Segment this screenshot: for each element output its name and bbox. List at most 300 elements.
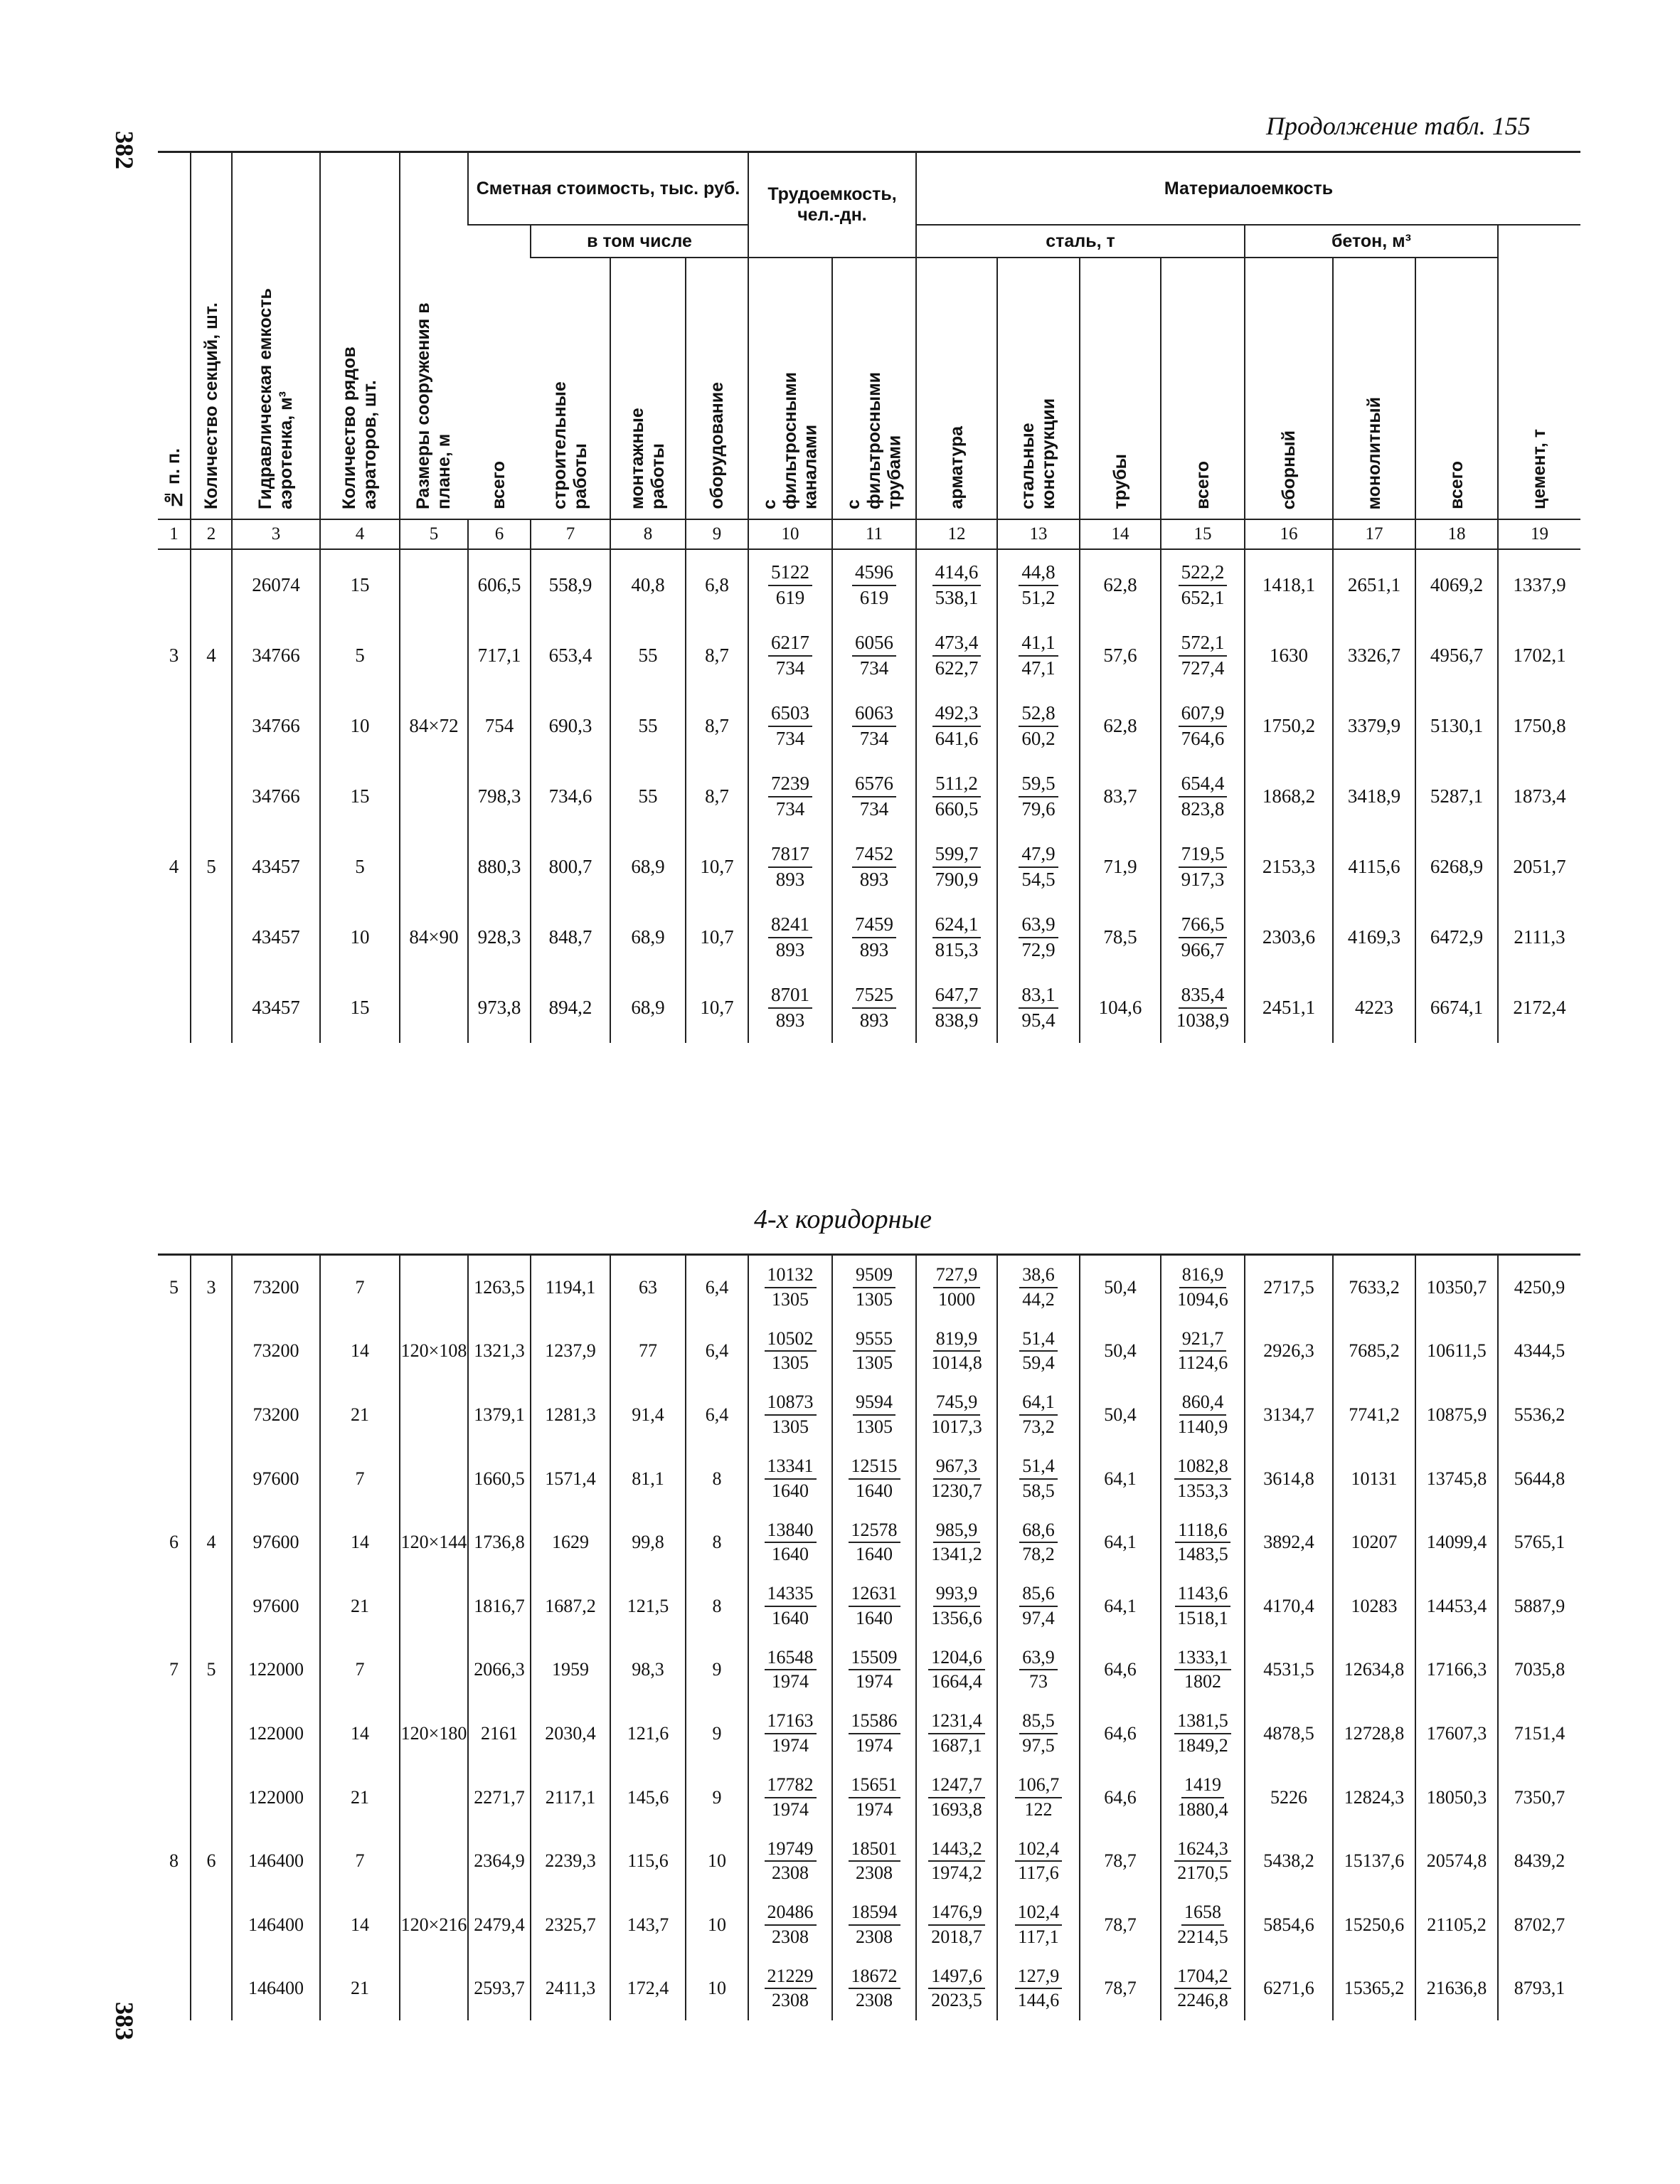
cell-steel-total xyxy=(1161,832,1245,902)
column-number: 18 xyxy=(1415,519,1498,549)
cell-labor-channels-upper: 13341 xyxy=(765,1455,817,1480)
cell-sections xyxy=(191,1766,232,1830)
cell-monolithic: 3326,7 xyxy=(1333,620,1415,691)
cell-concrete-total: 6268,9 xyxy=(1415,832,1498,902)
cell-steel-struct-upper: 59,5 xyxy=(1019,772,1058,797)
cell-steel-total xyxy=(1161,1829,1245,1893)
page-number-bottom: 383 xyxy=(110,2002,139,2040)
column-number: 15 xyxy=(1161,519,1245,549)
cell-pipes: 64,1 xyxy=(1080,1447,1161,1511)
cell-labor-pipes-upper: 18672 xyxy=(849,1965,900,1990)
cell-rows: 10 xyxy=(320,902,400,972)
column-number: 9 xyxy=(686,519,748,549)
header-cost-total: всего xyxy=(468,225,531,519)
cell-steel-struct xyxy=(997,902,1080,972)
cell-capacity: 146400 xyxy=(232,1829,320,1893)
cell-labor-channels-upper: 17163 xyxy=(765,1709,817,1734)
cell-rebar-upper: 967,3 xyxy=(933,1455,981,1480)
cell-n: 4 xyxy=(169,856,179,877)
cell-mounting: 98,3 xyxy=(610,1638,686,1702)
cell-mounting: 143,7 xyxy=(610,1893,686,1957)
cell-rebar-upper: 1497,6 xyxy=(928,1965,985,1990)
cell-labor-pipes-lower: 2308 xyxy=(856,1862,893,1884)
cell-labor-pipes xyxy=(832,832,916,902)
cell-labor-pipes-lower: 2308 xyxy=(856,1990,893,2011)
cell-concrete-total: 13745,8 xyxy=(1415,1447,1498,1511)
cell-rebar-upper: 414,6 xyxy=(932,561,982,586)
cell-construction: 2325,7 xyxy=(531,1893,610,1957)
cell-rebar-upper: 1443,2 xyxy=(928,1838,985,1862)
cell-mounting: 115,6 xyxy=(610,1829,686,1893)
cell-labor-pipes-upper: 9555 xyxy=(853,1327,895,1352)
cell-size xyxy=(400,1829,468,1893)
cell-cement: 2172,4 xyxy=(1498,972,1580,1043)
cell-sections: 6 xyxy=(191,1829,232,1893)
cell-steel-total xyxy=(1161,691,1245,761)
cell-labor-pipes-upper: 9509 xyxy=(853,1263,895,1288)
cell-capacity: 73200 xyxy=(232,1255,320,1320)
cell-sections xyxy=(191,1574,232,1638)
cell-rebar-lower: 641,6 xyxy=(935,727,979,749)
cell-steel-struct xyxy=(997,972,1080,1043)
cell-equipment: 9 xyxy=(686,1702,748,1766)
cell-steel-struct-lower: 97,5 xyxy=(1022,1734,1055,1756)
column-number: 19 xyxy=(1498,519,1580,549)
cell-mounting: 40,8 xyxy=(610,549,686,620)
cell-monolithic: 10207 xyxy=(1333,1510,1415,1574)
cell-rebar-upper: 745,9 xyxy=(933,1391,981,1416)
cell-construction: 2030,4 xyxy=(531,1702,610,1766)
column-number: 16 xyxy=(1245,519,1333,549)
header-in-that: в том числе xyxy=(531,225,748,258)
cell-steel-total-upper: 522,2 xyxy=(1179,561,1228,586)
header-sections: Количество секций, шт. xyxy=(191,152,232,520)
cell-construction: 2411,3 xyxy=(531,1957,610,2021)
cell-cost-total: 1816,7 xyxy=(468,1574,531,1638)
cell-rebar-upper: 624,1 xyxy=(932,913,982,938)
cell-steel-total-upper: 1333,1 xyxy=(1174,1646,1231,1671)
cell-labor-pipes-upper: 6576 xyxy=(852,772,896,797)
cell-n xyxy=(158,1702,191,1766)
cell-rebar-upper: 647,7 xyxy=(932,983,982,1009)
cell-labor-pipes-lower: 1305 xyxy=(856,1352,893,1374)
cell-sections xyxy=(191,691,232,761)
cell-size xyxy=(400,620,468,691)
cell-steel-struct-upper: 127,9 xyxy=(1015,1965,1063,1990)
cell-labor-pipes xyxy=(832,1383,916,1447)
cell-labor-channels-upper: 7817 xyxy=(768,842,812,868)
cell-labor-pipes-lower: 1640 xyxy=(856,1607,893,1628)
cell-capacity: 146400 xyxy=(232,1893,320,1957)
cell-cost-total: 1379,1 xyxy=(468,1383,531,1447)
cell-labor-pipes xyxy=(832,620,916,691)
cell-steel-total-lower: 2214,5 xyxy=(1177,1926,1228,1947)
cell-steel-total-lower: 2170,5 xyxy=(1177,1862,1228,1884)
cell-pipes: 104,6 xyxy=(1080,972,1161,1043)
cell-rebar-upper: 1231,4 xyxy=(928,1709,985,1734)
cell-precast: 2303,6 xyxy=(1245,902,1333,972)
cell-steel-total-lower: 823,8 xyxy=(1181,797,1225,820)
cell-mounting: 172,4 xyxy=(610,1957,686,2021)
cell-precast: 4531,5 xyxy=(1245,1638,1333,1702)
cell-concrete-total: 6674,1 xyxy=(1415,972,1498,1043)
cell-rebar-upper: 985,9 xyxy=(933,1519,981,1544)
cell-precast: 1630 xyxy=(1245,620,1333,691)
cell-labor-pipes-upper: 7452 xyxy=(852,842,896,868)
cell-labor-pipes-lower: 734 xyxy=(859,797,889,820)
cell-capacity: 122000 xyxy=(232,1702,320,1766)
cell-labor-channels-lower: 734 xyxy=(775,727,805,749)
table-row xyxy=(158,1383,1580,1447)
table-row xyxy=(158,1320,1580,1384)
cell-sections: 5 xyxy=(191,1638,232,1702)
cell-steel-struct-upper: 102,4 xyxy=(1015,1838,1063,1862)
cell-rebar xyxy=(916,902,997,972)
cell-labor-channels xyxy=(748,1957,832,2021)
cell-steel-total-lower: 1518,1 xyxy=(1177,1607,1228,1628)
table-row xyxy=(158,691,1580,761)
cell-construction: 1281,3 xyxy=(531,1383,610,1447)
cell-labor-channels-lower: 1974 xyxy=(772,1798,809,1820)
cell-capacity: 73200 xyxy=(232,1383,320,1447)
cell-monolithic: 15365,2 xyxy=(1333,1957,1415,2021)
cell-size: 120×216 xyxy=(400,1893,468,1957)
cell-steel-total xyxy=(1161,1383,1245,1447)
cell-steel-total-upper: 719,5 xyxy=(1179,842,1228,868)
cell-steel-struct-lower: 73 xyxy=(1029,1671,1048,1692)
cell-concrete-total: 10350,7 xyxy=(1415,1255,1498,1320)
table-row xyxy=(158,1510,1580,1574)
cell-cement: 5887,9 xyxy=(1498,1574,1580,1638)
cell-pipes: 64,6 xyxy=(1080,1638,1161,1702)
cell-construction: 690,3 xyxy=(531,691,610,761)
cell-cement: 1337,9 xyxy=(1498,549,1580,620)
cell-rows: 7 xyxy=(320,1447,400,1511)
cell-capacity: 43457 xyxy=(232,832,320,902)
cell-steel-total-lower: 1124,6 xyxy=(1177,1352,1228,1374)
cell-rebar-upper: 993,9 xyxy=(933,1582,981,1607)
cell-rebar xyxy=(916,1766,997,1830)
cell-construction: 2239,3 xyxy=(531,1829,610,1893)
column-number: 14 xyxy=(1080,519,1161,549)
cell-labor-pipes xyxy=(832,1638,916,1702)
cell-steel-struct-lower: 79,6 xyxy=(1021,797,1056,820)
cell-equipment: 6,4 xyxy=(686,1383,748,1447)
cell-steel-struct-lower: 58,5 xyxy=(1022,1480,1055,1501)
header-labor-pipes: с фильтросными трубами xyxy=(832,258,916,519)
cell-labor-pipes-upper: 15509 xyxy=(849,1646,900,1671)
cell-sections: 4 xyxy=(191,1510,232,1574)
cell-labor-pipes-upper: 9594 xyxy=(853,1391,895,1416)
cell-steel-struct-lower: 51,2 xyxy=(1021,586,1056,608)
cell-precast: 2153,3 xyxy=(1245,832,1333,902)
cell-construction: 558,9 xyxy=(531,549,610,620)
header-pipes: трубы xyxy=(1080,258,1161,519)
cell-concrete-total: 5130,1 xyxy=(1415,691,1498,761)
cell-steel-total-upper: 654,4 xyxy=(1179,772,1228,797)
cell-pipes: 64,6 xyxy=(1080,1766,1161,1830)
cell-precast: 1868,2 xyxy=(1245,761,1333,832)
cell-precast: 3134,7 xyxy=(1245,1383,1333,1447)
cell-steel-struct xyxy=(997,1702,1080,1766)
cell-labor-pipes-upper: 6056 xyxy=(852,631,896,657)
cell-steel-struct-lower: 144,6 xyxy=(1017,1990,1060,2011)
header-labor-channels: с фильтросными каналами xyxy=(748,258,832,519)
cell-labor-channels xyxy=(748,1638,832,1702)
cell-steel-struct xyxy=(997,1320,1080,1384)
cell-cost-total: 606,5 xyxy=(468,549,531,620)
cell-labor-channels xyxy=(748,1447,832,1511)
cell-monolithic: 3379,9 xyxy=(1333,691,1415,761)
cell-sections: 3 xyxy=(191,1255,232,1320)
cell-pipes: 71,9 xyxy=(1080,832,1161,902)
cell-rebar-lower: 2023,5 xyxy=(931,1990,982,2011)
cell-steel-total-lower: 1038,9 xyxy=(1176,1009,1230,1031)
cell-sections xyxy=(191,972,232,1043)
cell-cement: 7035,8 xyxy=(1498,1638,1580,1702)
cell-sections xyxy=(191,1447,232,1511)
cell-steel-struct xyxy=(997,1893,1080,1957)
cell-cement: 4250,9 xyxy=(1498,1255,1580,1320)
header-construction: строительные работы xyxy=(549,381,590,509)
table-row xyxy=(158,1766,1580,1830)
cell-n xyxy=(158,902,191,972)
cell-steel-total-lower: 764,6 xyxy=(1181,727,1225,749)
cell-steel-total-upper: 860,4 xyxy=(1179,1391,1227,1416)
cell-labor-pipes-lower: 1640 xyxy=(856,1480,893,1501)
cell-monolithic: 15250,6 xyxy=(1333,1893,1415,1957)
cell-labor-channels-upper: 5122 xyxy=(768,561,812,586)
cell-n: 6 xyxy=(169,1532,179,1553)
cell-rebar-lower: 660,5 xyxy=(935,797,979,820)
cell-precast: 1418,1 xyxy=(1245,549,1333,620)
cell-labor-pipes-lower: 1305 xyxy=(856,1288,893,1310)
cell-rebar-lower: 1974,2 xyxy=(931,1862,982,1884)
cell-cost-total: 717,1 xyxy=(468,620,531,691)
cell-rebar-upper: 599,7 xyxy=(932,842,982,868)
cell-steel-struct xyxy=(997,1766,1080,1830)
cell-labor-channels-upper: 13840 xyxy=(765,1519,817,1544)
cell-labor-channels xyxy=(748,1766,832,1830)
cell-equipment: 6,4 xyxy=(686,1255,748,1320)
cell-precast: 3614,8 xyxy=(1245,1447,1333,1511)
cell-equipment: 9 xyxy=(686,1766,748,1830)
cell-rebar xyxy=(916,1702,997,1766)
cell-mounting: 77 xyxy=(610,1320,686,1384)
cell-cost-total: 2364,9 xyxy=(468,1829,531,1893)
cell-mounting: 121,5 xyxy=(610,1574,686,1638)
cell-sections xyxy=(191,761,232,832)
cell-capacity: 97600 xyxy=(232,1510,320,1574)
cell-labor-channels-lower: 1640 xyxy=(772,1544,809,1565)
cell-n xyxy=(158,549,191,620)
cell-labor-channels-lower: 1305 xyxy=(772,1416,809,1437)
cell-pipes: 62,8 xyxy=(1080,549,1161,620)
cell-steel-total-lower: 2246,8 xyxy=(1177,1990,1228,2011)
cell-mounting: 121,6 xyxy=(610,1702,686,1766)
table-row xyxy=(158,1255,1580,1320)
cell-capacity: 122000 xyxy=(232,1766,320,1830)
cell-cost-total: 1321,3 xyxy=(468,1320,531,1384)
cell-equipment: 10 xyxy=(686,1893,748,1957)
table-row xyxy=(158,1893,1580,1957)
cell-construction: 1629 xyxy=(531,1510,610,1574)
cell-n xyxy=(158,1957,191,2021)
cell-sections xyxy=(191,1383,232,1447)
cell-cement: 2051,7 xyxy=(1498,832,1580,902)
cell-rebar-lower: 1000 xyxy=(938,1288,975,1310)
cell-equipment: 6,8 xyxy=(686,549,748,620)
cell-cost-total: 2593,7 xyxy=(468,1957,531,2021)
cell-steel-total-upper: 607,9 xyxy=(1179,701,1228,727)
cell-pipes: 57,6 xyxy=(1080,620,1161,691)
cell-equipment: 10 xyxy=(686,1957,748,2021)
cell-cost-total: 2479,4 xyxy=(468,1893,531,1957)
cell-sections xyxy=(191,1893,232,1957)
cell-labor-pipes-lower: 1974 xyxy=(856,1671,893,1692)
cell-labor-pipes-lower: 2308 xyxy=(856,1926,893,1947)
cell-construction: 1194,1 xyxy=(531,1255,610,1320)
cell-steel-struct-lower: 122 xyxy=(1024,1798,1053,1820)
cell-rows: 10 xyxy=(320,691,400,761)
column-number: 11 xyxy=(832,519,916,549)
cell-steel-struct-lower: 117,1 xyxy=(1018,1926,1059,1947)
table-row xyxy=(158,1574,1580,1638)
cell-n: 8 xyxy=(169,1850,179,1872)
cell-rebar-lower: 1230,7 xyxy=(931,1480,982,1501)
cell-steel-struct-lower: 78,2 xyxy=(1022,1544,1055,1565)
cell-labor-pipes-lower: 893 xyxy=(859,868,889,890)
cell-capacity: 73200 xyxy=(232,1320,320,1384)
cell-n: 7 xyxy=(169,1659,179,1680)
cell-labor-pipes-upper: 18501 xyxy=(849,1838,900,1862)
cell-steel-total xyxy=(1161,1702,1245,1766)
cell-monolithic: 7633,2 xyxy=(1333,1255,1415,1320)
cell-precast: 5854,6 xyxy=(1245,1893,1333,1957)
cell-steel-struct-lower: 60,2 xyxy=(1021,727,1056,749)
cell-concrete-total: 17166,3 xyxy=(1415,1638,1498,1702)
cell-capacity: 97600 xyxy=(232,1447,320,1511)
cell-sections xyxy=(191,1957,232,2021)
cell-cost-total: 1660,5 xyxy=(468,1447,531,1511)
cell-precast: 2717,5 xyxy=(1245,1255,1333,1320)
cell-steel-struct xyxy=(997,1957,1080,2021)
cell-equipment: 9 xyxy=(686,1638,748,1702)
cell-pipes: 78,5 xyxy=(1080,902,1161,972)
cell-labor-pipes-upper: 6063 xyxy=(852,701,896,727)
cell-labor-channels-upper: 14335 xyxy=(765,1582,817,1607)
cell-labor-channels-upper: 10132 xyxy=(765,1263,817,1288)
cell-pipes: 78,7 xyxy=(1080,1829,1161,1893)
cell-mounting: 145,6 xyxy=(610,1766,686,1830)
cell-labor-channels xyxy=(748,972,832,1043)
header-steel: сталь, т xyxy=(916,225,1245,258)
cell-steel-struct-lower: 72,9 xyxy=(1021,938,1056,960)
cell-labor-channels-upper: 6503 xyxy=(768,701,812,727)
cell-rebar-lower: 815,3 xyxy=(935,938,979,960)
cell-labor-pipes-lower: 893 xyxy=(859,1009,889,1031)
cell-rebar-upper: 473,4 xyxy=(932,631,982,657)
cell-steel-total-upper: 921,7 xyxy=(1179,1327,1227,1352)
cell-size xyxy=(400,832,468,902)
cell-precast: 6271,6 xyxy=(1245,1957,1333,2021)
cell-rebar xyxy=(916,761,997,832)
cell-cement: 4344,5 xyxy=(1498,1320,1580,1384)
cell-precast: 4878,5 xyxy=(1245,1702,1333,1766)
cell-capacity: 34766 xyxy=(232,620,320,691)
cell-steel-total xyxy=(1161,902,1245,972)
cell-sections: 4 xyxy=(191,620,232,691)
cell-concrete-total: 21105,2 xyxy=(1415,1893,1498,1957)
cell-rebar xyxy=(916,1320,997,1384)
cell-equipment: 10,7 xyxy=(686,972,748,1043)
cell-cost-total: 2271,7 xyxy=(468,1766,531,1830)
cell-mounting: 68,9 xyxy=(610,972,686,1043)
cell-rebar-upper: 511,2 xyxy=(932,772,981,797)
cell-labor-pipes-lower: 734 xyxy=(859,727,889,749)
cell-rebar-lower: 1017,3 xyxy=(931,1416,982,1437)
cell-construction: 1237,9 xyxy=(531,1320,610,1384)
cell-labor-channels-upper: 7239 xyxy=(768,772,812,797)
cell-mounting: 63 xyxy=(610,1255,686,1320)
cell-cement: 7151,4 xyxy=(1498,1702,1580,1766)
cell-size: 120×180 xyxy=(400,1702,468,1766)
cell-equipment: 10,7 xyxy=(686,832,748,902)
cell-labor-channels-upper: 10502 xyxy=(765,1327,817,1352)
cell-mounting: 81,1 xyxy=(610,1447,686,1511)
cell-steel-struct-upper: 102,4 xyxy=(1015,1901,1063,1926)
cell-concrete-total: 17607,3 xyxy=(1415,1702,1498,1766)
cell-rebar-lower: 622,7 xyxy=(935,657,979,679)
cell-steel-struct-upper: 63,9 xyxy=(1019,1646,1058,1671)
column-number: 2 xyxy=(191,519,232,549)
cell-pipes: 78,7 xyxy=(1080,1957,1161,2021)
cell-labor-pipes-upper: 12631 xyxy=(849,1582,900,1607)
cell-labor-channels-lower: 1305 xyxy=(772,1288,809,1310)
cell-rows: 7 xyxy=(320,1638,400,1702)
cell-capacity: 97600 xyxy=(232,1574,320,1638)
cell-steel-struct xyxy=(997,1447,1080,1511)
cell-steel-struct-lower: 95,4 xyxy=(1021,1009,1056,1031)
cell-steel-struct xyxy=(997,1574,1080,1638)
cell-concrete-total: 4069,2 xyxy=(1415,549,1498,620)
cell-pipes: 64,1 xyxy=(1080,1574,1161,1638)
cell-steel-total-upper: 1118,6 xyxy=(1175,1519,1230,1544)
cell-labor-channels xyxy=(748,1510,832,1574)
cell-labor-pipes xyxy=(832,1447,916,1511)
cell-equipment: 8,7 xyxy=(686,761,748,832)
cell-labor-channels-lower: 2308 xyxy=(772,1990,809,2011)
cell-monolithic: 4223 xyxy=(1333,972,1415,1043)
cell-pipes: 50,4 xyxy=(1080,1255,1161,1320)
table-bottom xyxy=(158,1253,1580,2020)
cell-labor-channels xyxy=(748,691,832,761)
cell-labor-channels xyxy=(748,1320,832,1384)
cell-labor-pipes-lower: 1974 xyxy=(856,1798,893,1820)
cell-size: 120×108 xyxy=(400,1320,468,1384)
cell-steel-struct xyxy=(997,620,1080,691)
cell-labor-channels xyxy=(748,620,832,691)
cell-size xyxy=(400,1766,468,1830)
cell-steel-struct-upper: 38,6 xyxy=(1019,1263,1058,1288)
cell-labor-channels xyxy=(748,902,832,972)
cell-equipment: 8 xyxy=(686,1510,748,1574)
cell-sections xyxy=(191,1320,232,1384)
cell-pipes: 62,8 xyxy=(1080,691,1161,761)
cell-steel-struct-lower: 97,4 xyxy=(1022,1607,1055,1628)
cell-steel-struct-upper: 85,6 xyxy=(1019,1582,1058,1607)
cell-labor-channels-lower: 893 xyxy=(775,1009,805,1031)
